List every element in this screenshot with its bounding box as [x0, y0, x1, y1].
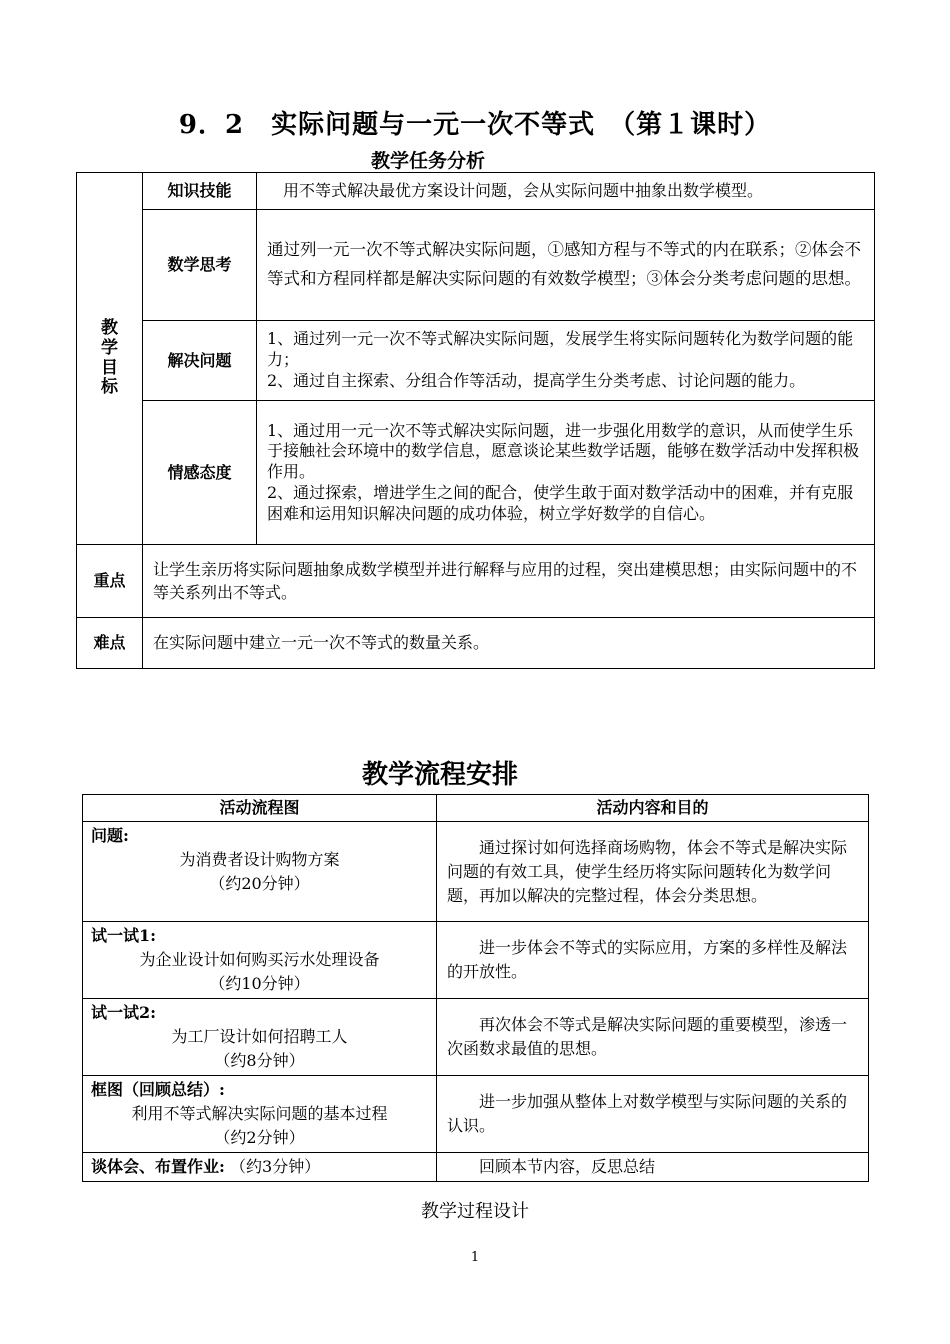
flow-activity	[83, 999, 437, 1076]
key-point-row	[77, 545, 875, 618]
flow-row	[83, 1153, 869, 1182]
section-title-process-design: 教学过程设计	[421, 1201, 529, 1222]
flow-activity-desc: 利用不等式解决实际问题的基本过程	[131, 1104, 388, 1123]
objective-line: 1、通过列一元一次不等式解决实际问题，发展学生将实际问题转化为数学问题的能力；	[267, 329, 854, 370]
objective-line: 2、通过探索，增进学生之间的配合，使学生敢于面对数学活动中的困难，并有克服困难和运用知识解决问题的成功体验，树立学好数学的自信心。	[267, 482, 854, 523]
flow-activity-time: （约10分钟）	[209, 974, 310, 993]
flow-activity-time: （约3分钟）	[230, 1157, 321, 1176]
flow-activity-title: 试一试1:	[91, 926, 157, 945]
flow-content: 通过探讨如何选择商场购物，体会不等式是解决实际问题的有效工具，使学生经历将实际问题转化为数学问题，再加以解决的完整过程，体会分类思想。	[437, 822, 869, 922]
flow-table	[82, 794, 869, 1182]
flow-header: 活动内容和目的	[437, 795, 869, 822]
objective-row-problem-solving	[77, 321, 875, 401]
objectives-group-label	[77, 173, 143, 545]
flow-activity-desc: 为企业设计如何购买污水处理设备	[139, 950, 380, 969]
difficult-point-row	[77, 618, 875, 669]
flow-content: 进一步体会不等式的实际应用，方案的多样性及解法的开放性。	[437, 922, 869, 999]
flow-row	[83, 822, 869, 922]
flow-header-row	[83, 795, 869, 822]
flow-row	[83, 1076, 869, 1153]
flow-content: 再次体会不等式是解决实际问题的重要模型，渗透一次函数求最值的思想。	[437, 999, 869, 1076]
objective-text	[257, 401, 875, 545]
objective-label: 知识技能	[143, 173, 257, 210]
task-analysis-table	[76, 172, 875, 669]
flow-activity-time: （约8分钟）	[214, 1051, 305, 1070]
flow-activity	[83, 1153, 437, 1182]
objective-line: 2、通过自主探索、分组合作等活动，提高学生分类考虑、讨论问题的能力。	[267, 370, 806, 390]
section-title-task-analysis: 教学任务分析	[370, 150, 485, 172]
objective-label: 数学思考	[143, 210, 257, 321]
section-title-flow: 教学流程安排	[361, 760, 518, 790]
flow-activity	[83, 822, 437, 922]
flow-row	[83, 922, 869, 999]
difficult-point-text: 在实际问题中建立一元一次不等式的数量关系。	[143, 618, 875, 669]
flow-activity	[83, 1076, 437, 1153]
objective-row-thinking	[77, 210, 875, 321]
objectives-label-text: 教学目标	[101, 318, 118, 398]
page-number: 1	[470, 1250, 480, 1265]
difficult-point-label: 难点	[77, 618, 143, 669]
flow-header: 活动流程图	[83, 795, 437, 822]
key-point-label: 重点	[77, 545, 143, 618]
page-title: 9．2 实际问题与一元一次不等式 （第１课时）	[178, 110, 772, 140]
flow-activity-desc: 为工厂设计如何招聘工人	[171, 1027, 348, 1046]
objective-text	[257, 321, 875, 401]
objective-row-knowledge	[77, 173, 875, 210]
objective-text: 用不等式解决最优方案设计问题，会从实际问题中抽象出数学模型。	[257, 173, 875, 210]
flow-activity	[83, 922, 437, 999]
objective-line: 1、通过用一元一次不等式解决实际问题，进一步强化用数学的意识，从而使学生乐于接触社会环境中的数学信息，愿意谈论某些数学话题，能够在数学活动中发挥积极作用。	[267, 420, 860, 482]
objective-label: 情感态度	[143, 401, 257, 545]
flow-content: 进一步加强从整体上对数学模型与实际问题的关系的认识。	[437, 1076, 869, 1153]
flow-activity-time: （约2分钟）	[214, 1128, 305, 1147]
flow-row	[83, 999, 869, 1076]
objective-row-attitude	[77, 401, 875, 545]
flow-activity-title: 试一试2:	[91, 1003, 157, 1022]
flow-content: 回顾本节内容，反思总结	[437, 1153, 869, 1182]
flow-activity-time: （约20分钟）	[209, 874, 310, 893]
flow-activity-title: 问题:	[91, 826, 129, 845]
flow-activity-title: 框图（回顾总结）:	[91, 1080, 225, 1099]
flow-activity-desc: 为消费者设计购物方案	[179, 850, 340, 869]
key-point-text: 让学生亲历将实际问题抽象成数学模型并进行解释与应用的过程，突出建模思想；由实际问题中的不等关系列出不等式。	[143, 545, 875, 618]
objective-label: 解决问题	[143, 321, 257, 401]
objective-text: 通过列一元一次不等式解决实际问题，①感知方程与不等式的内在联系；②体会不等式和方程同样都是解决实际问题的有效数学模型；③体会分类考虑问题的思想。	[257, 210, 875, 321]
flow-activity-title: 谈体会、布置作业:	[91, 1157, 225, 1176]
